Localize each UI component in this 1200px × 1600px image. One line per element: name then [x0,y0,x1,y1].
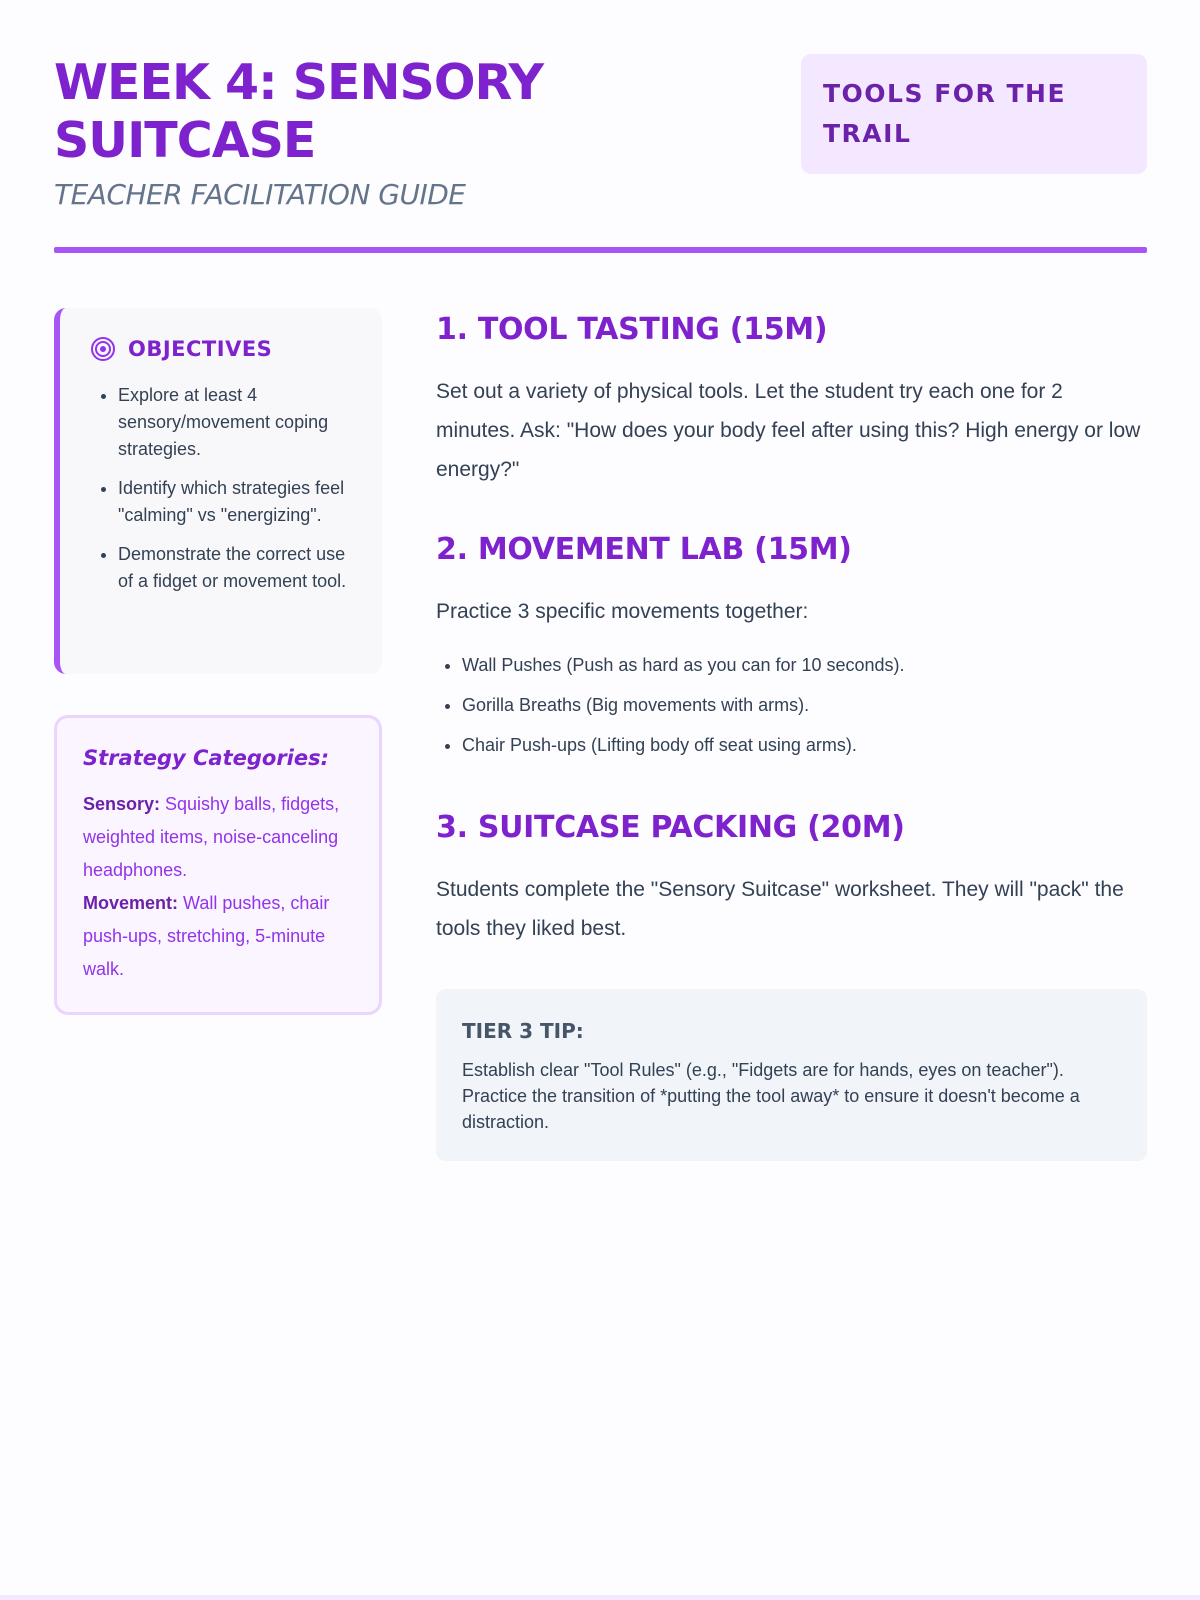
categories-text [83,788,353,986]
movement-item: • Gorilla Breaths (Big movements with arms). [462,693,1147,717]
tip-heading: TIER 3 TIP: [462,1019,584,1043]
section-tool-tasting [436,310,1147,489]
target-icon [90,336,116,362]
section-heading: 1. TOOL TASTING (15M) [436,312,828,347]
strategy-categories-card [54,715,382,1015]
objective-item: • Explore at least 4 sensory/movement coping strategies. [118,382,360,463]
objective-item: • Demonstrate the correct use of a fidget or movement tool. [118,541,360,595]
section-body: Practice 3 specific movements together: [436,600,809,623]
section-body: Set out a variety of physical tools. Let the student try each one for 2 minutes. Ask: "How does your body feel after using this? High energy or low energy?" [436,380,1141,481]
sensory-label: Sensory: [83,794,161,814]
movement-item: • Wall Pushes (Push as hard as you can for 10 seconds). [462,653,1147,677]
section-heading: 3. SUITCASE PACKING (20M) [436,810,905,845]
header-divider [54,247,1147,253]
theme-tag-label: TOOLS FOR THE TRAIL [823,79,1067,148]
tier-3-tip-box [436,989,1147,1161]
page-subtitle: TEACHER FACILITATION GUIDE [54,178,466,211]
movement-item: • Chair Push-ups (Lifting body off seat using arms). [462,733,1147,757]
sensory-text: Squishy balls, fidgets, weighted items, noise-canceling headphones. [83,794,340,880]
movement-list [436,653,1147,757]
section-suitcase-packing [436,808,1147,948]
section-body: Students complete the "Sensory Suitcase" worksheet. They will "pack" the tools they liked best. [436,878,1124,940]
theme-tag [801,54,1147,174]
categories-heading: Strategy Categories: [83,746,330,770]
section-movement-lab [436,530,1147,773]
page-title: WEEK 4: SENSORY SUITCASE [54,54,544,169]
guide-page [54,0,1147,1600]
objectives-list [90,382,360,595]
tip-body: Establish clear "Tool Rules" (e.g., "Fidgets are for hands, eyes on teacher"). Practice the transition of *putting the tool away* to ensure it doesn't become a distraction. [462,1060,1080,1132]
movement-label: Movement: [83,893,179,913]
objective-item: • Identify which strategies feel "calming" vs "energizing". [118,475,360,529]
movement-text: Wall pushes, chair push-ups, stretching, 5-minute walk. [83,893,330,979]
objectives-card [54,308,382,674]
section-heading: 2. MOVEMENT LAB (15M) [436,532,852,567]
page-header [54,54,1147,254]
objectives-header [90,336,360,362]
bottom-accent-bar [0,1595,1200,1600]
objectives-heading: OBJECTIVES [128,337,273,361]
